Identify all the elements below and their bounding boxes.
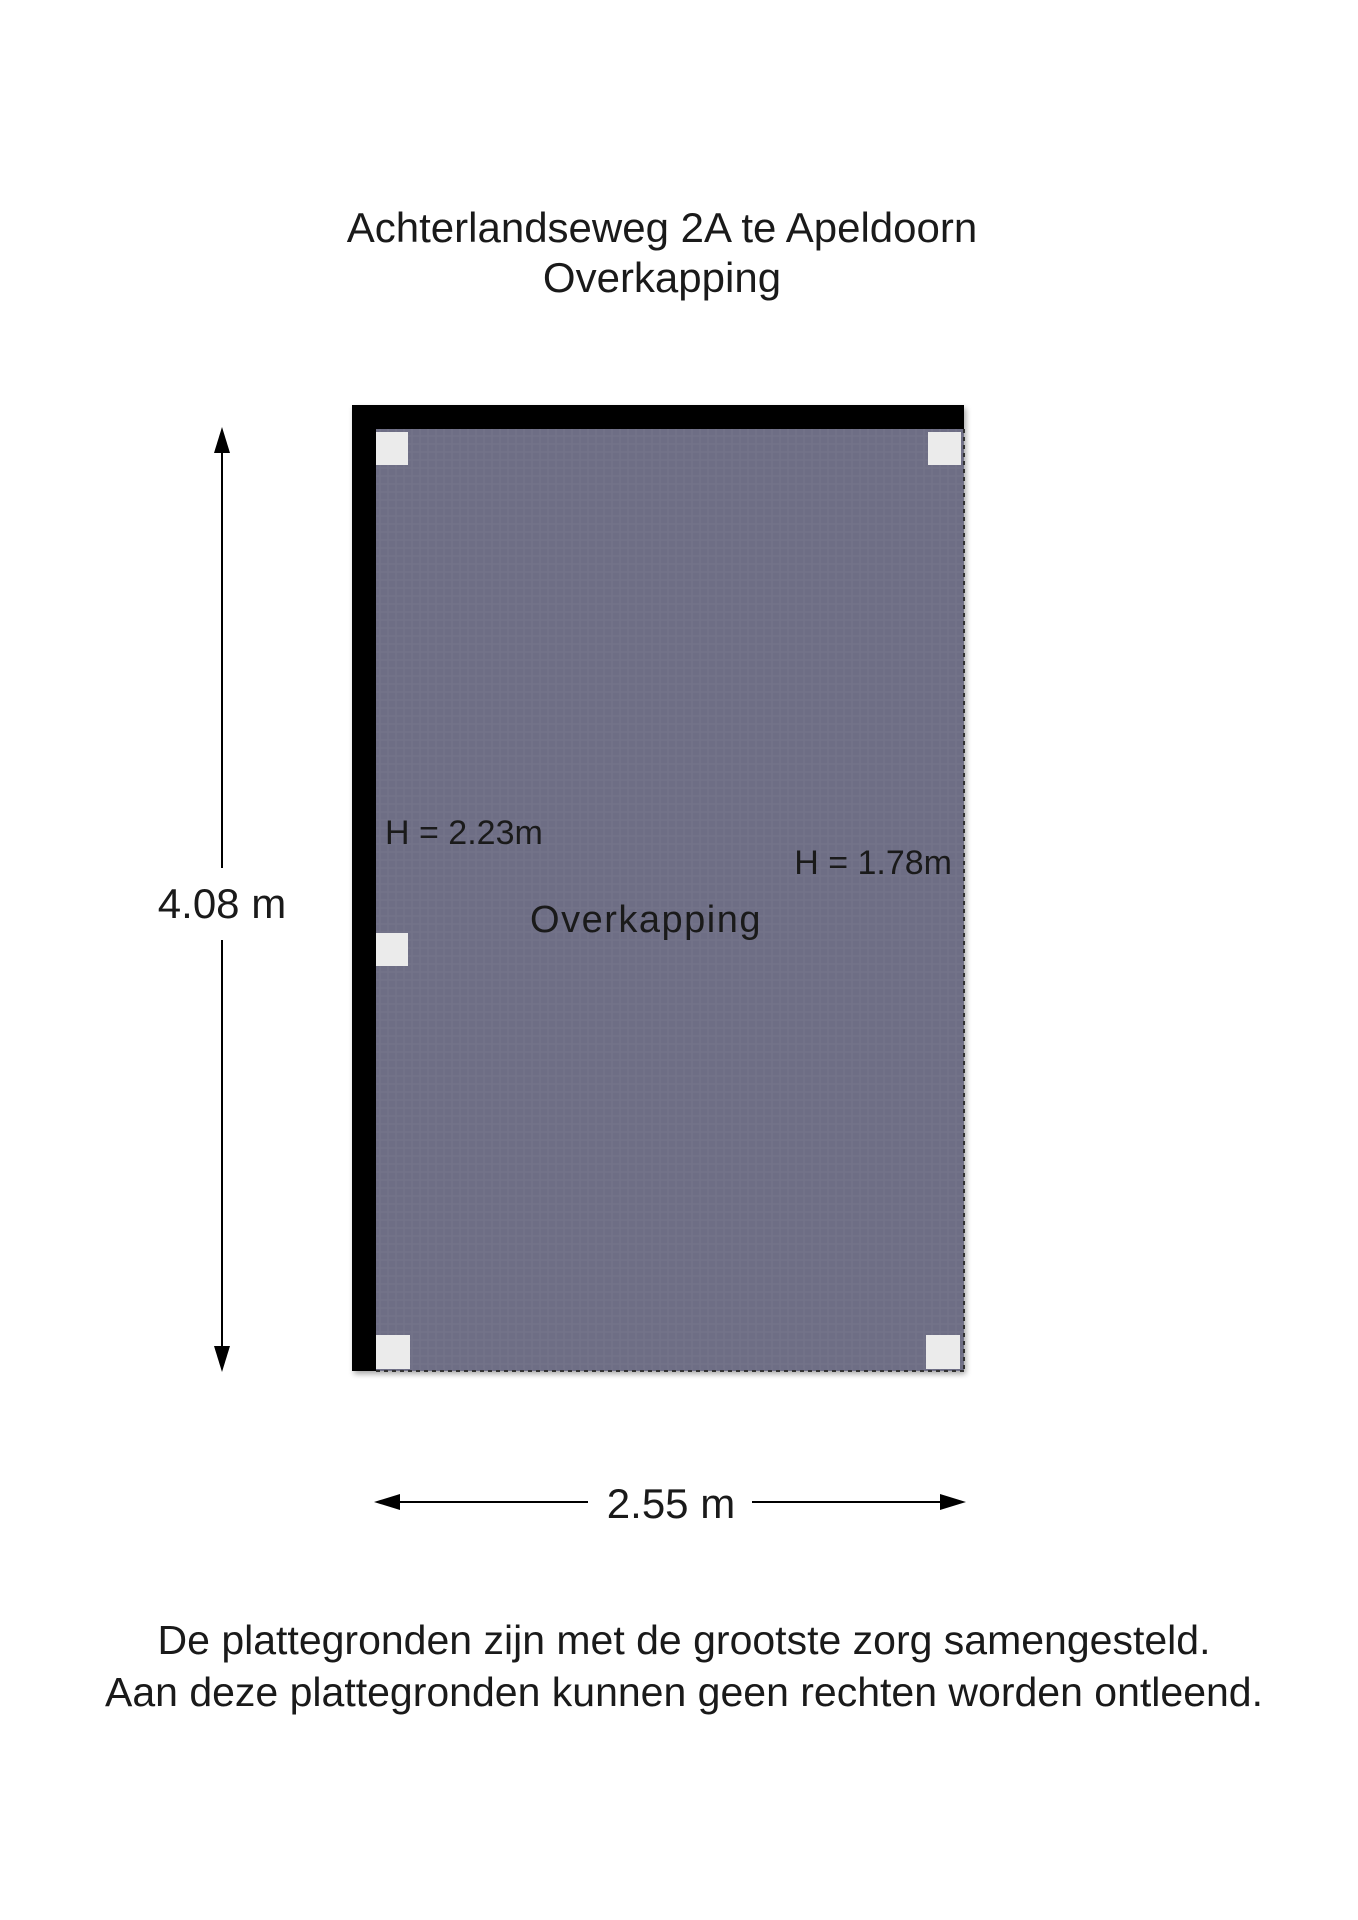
arrow-up-icon: [214, 427, 230, 453]
dimension-depth-label: 4.08 m: [157, 880, 287, 927]
address-title: Achterlandseweg 2A te Apeldoorn: [346, 204, 978, 251]
dimension-depth: [158, 427, 286, 1372]
height-label-right: H = 1.78m: [794, 844, 952, 882]
dimension-width-label: 2.55 m: [606, 1480, 736, 1527]
wall-top: [352, 405, 964, 429]
pillar-bottom-left: [376, 1335, 410, 1369]
arrow-right-icon: [940, 1494, 966, 1510]
pillar-top-right: [928, 432, 961, 465]
room-overkapping: [352, 405, 964, 1371]
pillar-bottom-right: [926, 1335, 960, 1369]
arrow-down-icon: [214, 1346, 230, 1372]
height-label-left: H = 2.23m: [385, 814, 543, 852]
wall-left: [352, 405, 376, 1371]
disclaimer-line-1: De plattegronden zijn met de grootste zorg samengesteld.: [157, 1617, 1211, 1663]
floor-title: Overkapping: [542, 254, 782, 301]
pillar-mid-left: [376, 933, 408, 966]
disclaimer-line-2: Aan deze plattegronden kunnen geen rechten worden ontleend.: [104, 1669, 1264, 1715]
room-name-label: Overkapping: [530, 899, 762, 941]
room-floor: [352, 407, 964, 1371]
dimension-width: [374, 1480, 966, 1527]
arrow-left-icon: [374, 1494, 400, 1510]
pillar-top-left: [376, 432, 408, 465]
